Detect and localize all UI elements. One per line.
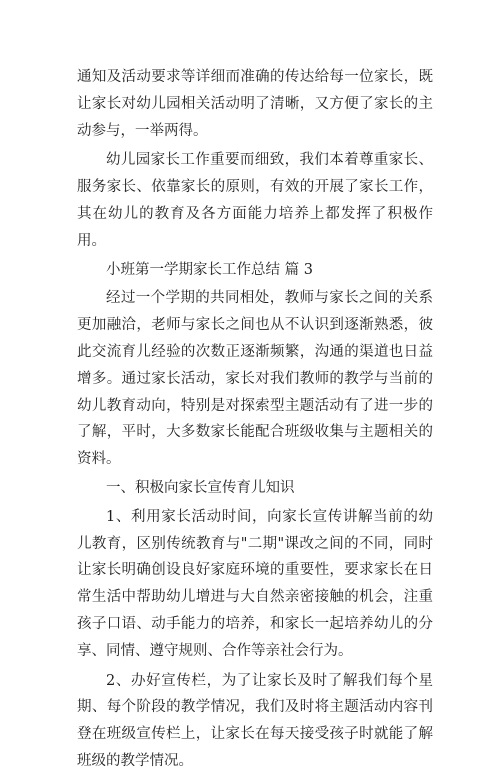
paragraph-item-2: 2、办好宣传栏，为了让家长及时了解我们每个星期、每个阶段的教学情况，我们及时将主题活动内容刊登在班级宣传栏上，让家长在每天接受孩子时就能了解班级的教学情况。	[77, 672, 433, 769]
paragraph-item-1: 1、利用家长活动时间，向家长宣传讲解当前的幼儿教育，区别传统教育与"二期"课改之间的不同，同时让家长明确创设良好家庭环境的重要性，要求家长在日常生活中帮助幼儿增进与大自然亲密接触的机会，注重孩子口语、动手能力的培养，和家长一起培养幼儿的分享、同情、遵守规则、合作等亲社会行为。	[77, 508, 433, 659]
paragraph-intro: 经过一个学期的共同相处，教师与家长之间的关系更加融洽，老师与家长之间也从不认识到逐渐熟悉，彼此交流育儿经验的次数正逐渐频繁，沟通的渠道也日益增多。通过家长活动，家长对我们教师的教学与当前的幼儿教育动向，特别是对探索型主题活动有了进一步的了解，平时，大多数家长能配合班级收集与主题相关的资料。	[77, 290, 433, 468]
section-title: 小班第一学期家长工作总结 篇 3	[106, 261, 313, 278]
document-body	[77, 64, 433, 775]
paragraph-summary: 幼儿园家长工作重要而细致，我们本着尊重家长、服务家长、依靠家长的原则，有效的开展了家长工作，其在幼儿的教育及各方面能力培养上都发挥了积极作用。	[77, 152, 433, 249]
paragraph-continuation: 通知及活动要求等详细而准确的传达给每一位家长，既让家长对幼儿园相关活动明了清晰，又方便了家长的主动参与，一举两得。	[77, 69, 433, 139]
subheading-1: 一、积极向家长宣传育儿知识	[106, 479, 295, 496]
